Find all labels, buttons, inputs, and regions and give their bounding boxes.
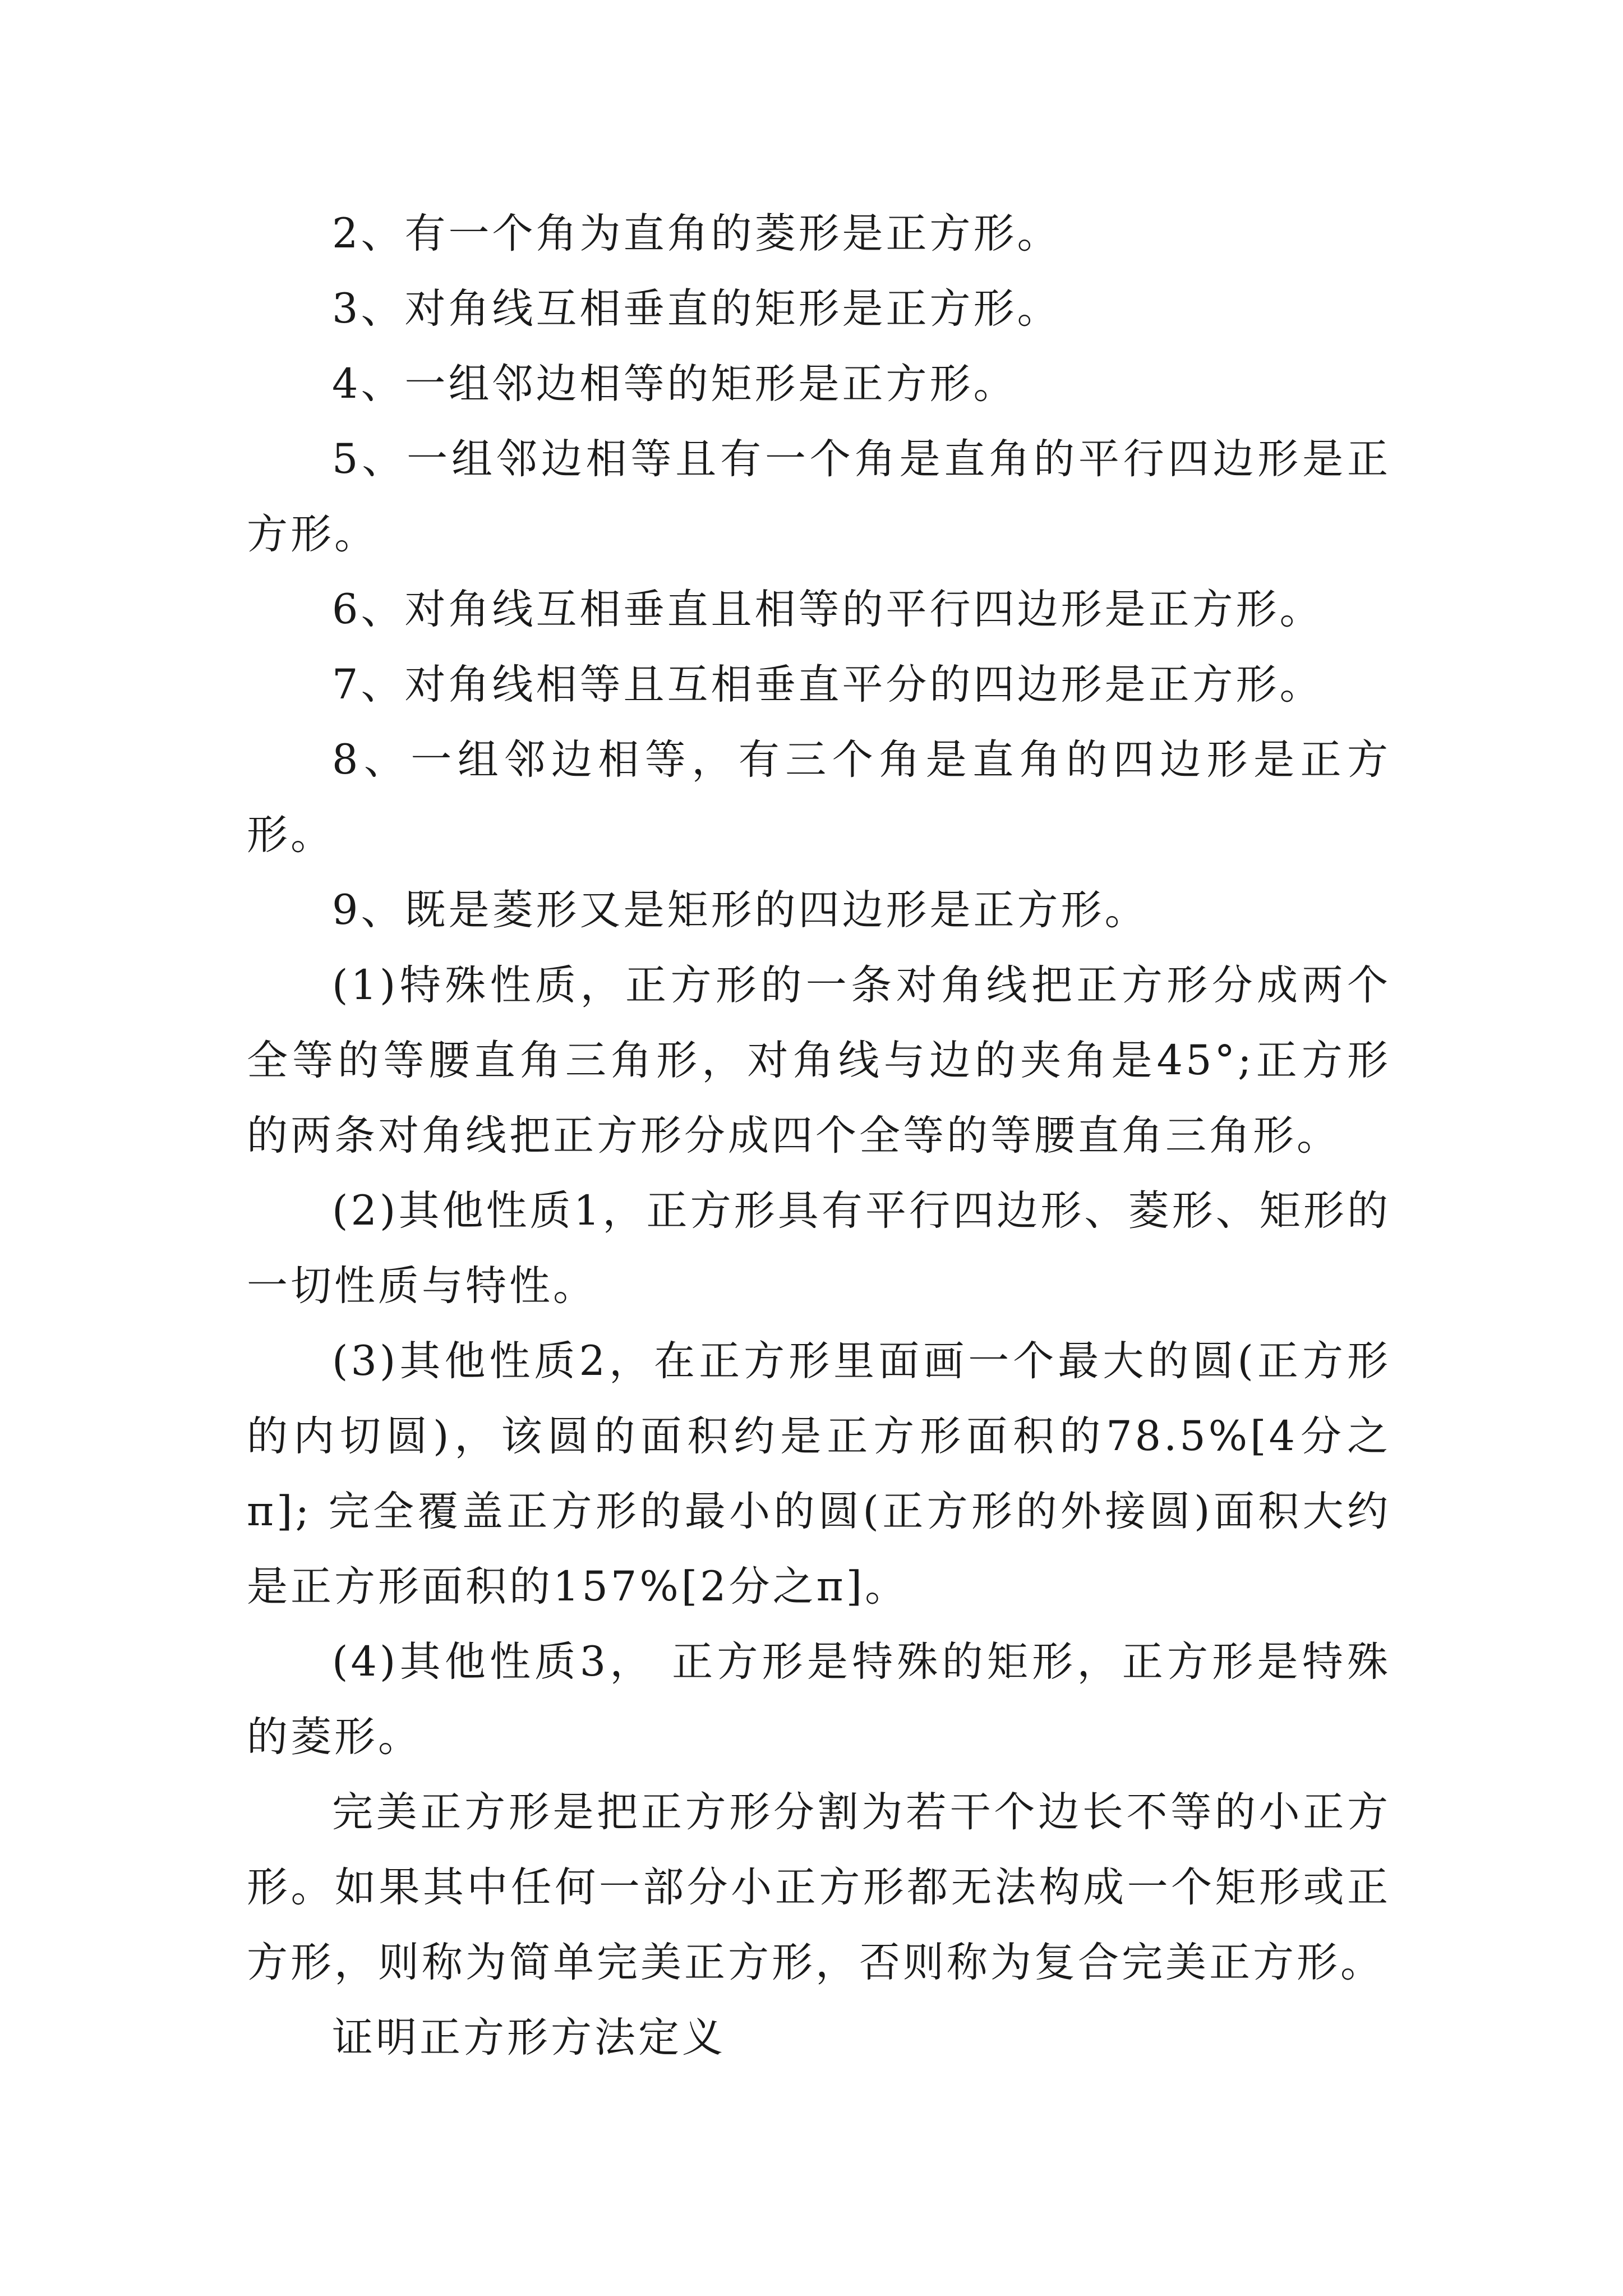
paragraph-criterion-6: 6、对角线互相垂直且相等的平行四边形是正方形。 — [332, 586, 1324, 633]
paragraph-criterion-3: 3、对角线互相垂直的矩形是正方形。 — [332, 285, 1061, 333]
paragraph-section-heading: 证明正方形方法定义 — [332, 2014, 726, 2062]
paragraph-property-3: (3)其他性质2，在正方形里面画一个最大的圆(正方形的内切圆)，该圆的面积约是正方形面积的78.5%[4分之π]; 完全覆盖正方形的最小的圆(正方形的外接圆)面积大约是正方形面积的157%[2分之π]。 — [247, 1337, 1391, 1611]
document-body — [247, 196, 1391, 2076]
paragraph-perfect-square: 完美正方形是把正方形分割为若干个边长不等的小正方形。如果其中任何一部分小正方形都无法构成一个矩形或正方形，则称为简单完美正方形，否则称为复合完美正方形。 — [247, 1788, 1391, 1986]
paragraph-property-4: (4)其他性质3， 正方形是特殊的矩形，正方形是特殊的菱形。 — [247, 1638, 1391, 1761]
paragraph-property-1: (1)特殊性质，正方形的一条对角线把正方形分成两个全等的等腰直角三角形，对角线与边的夹角是45°;正方形的两条对角线把正方形分成四个全等的等腰直角三角形。 — [247, 961, 1391, 1159]
paragraph-criterion-9: 9、既是菱形又是矩形的四边形是正方形。 — [332, 886, 1149, 934]
paragraph-criterion-5: 5、一组邻边相等且有一个角是直角的平行四边形是正方形。 — [247, 435, 1391, 558]
paragraph-property-2: (2)其他性质1，正方形具有平行四边形、菱形、矩形的一切性质与特性。 — [247, 1187, 1391, 1310]
paragraph-criterion-8: 8、一组邻边相等，有三个角是直角的四边形是正方形。 — [247, 736, 1391, 859]
paragraph-criterion-2: 2、有一个角为直角的菱形是正方形。 — [332, 210, 1061, 257]
paragraph-criterion-7: 7、对角线相等且互相垂直平分的四边形是正方形。 — [332, 661, 1324, 708]
paragraph-criterion-4: 4、一组邻边相等的矩形是正方形。 — [332, 360, 1017, 408]
